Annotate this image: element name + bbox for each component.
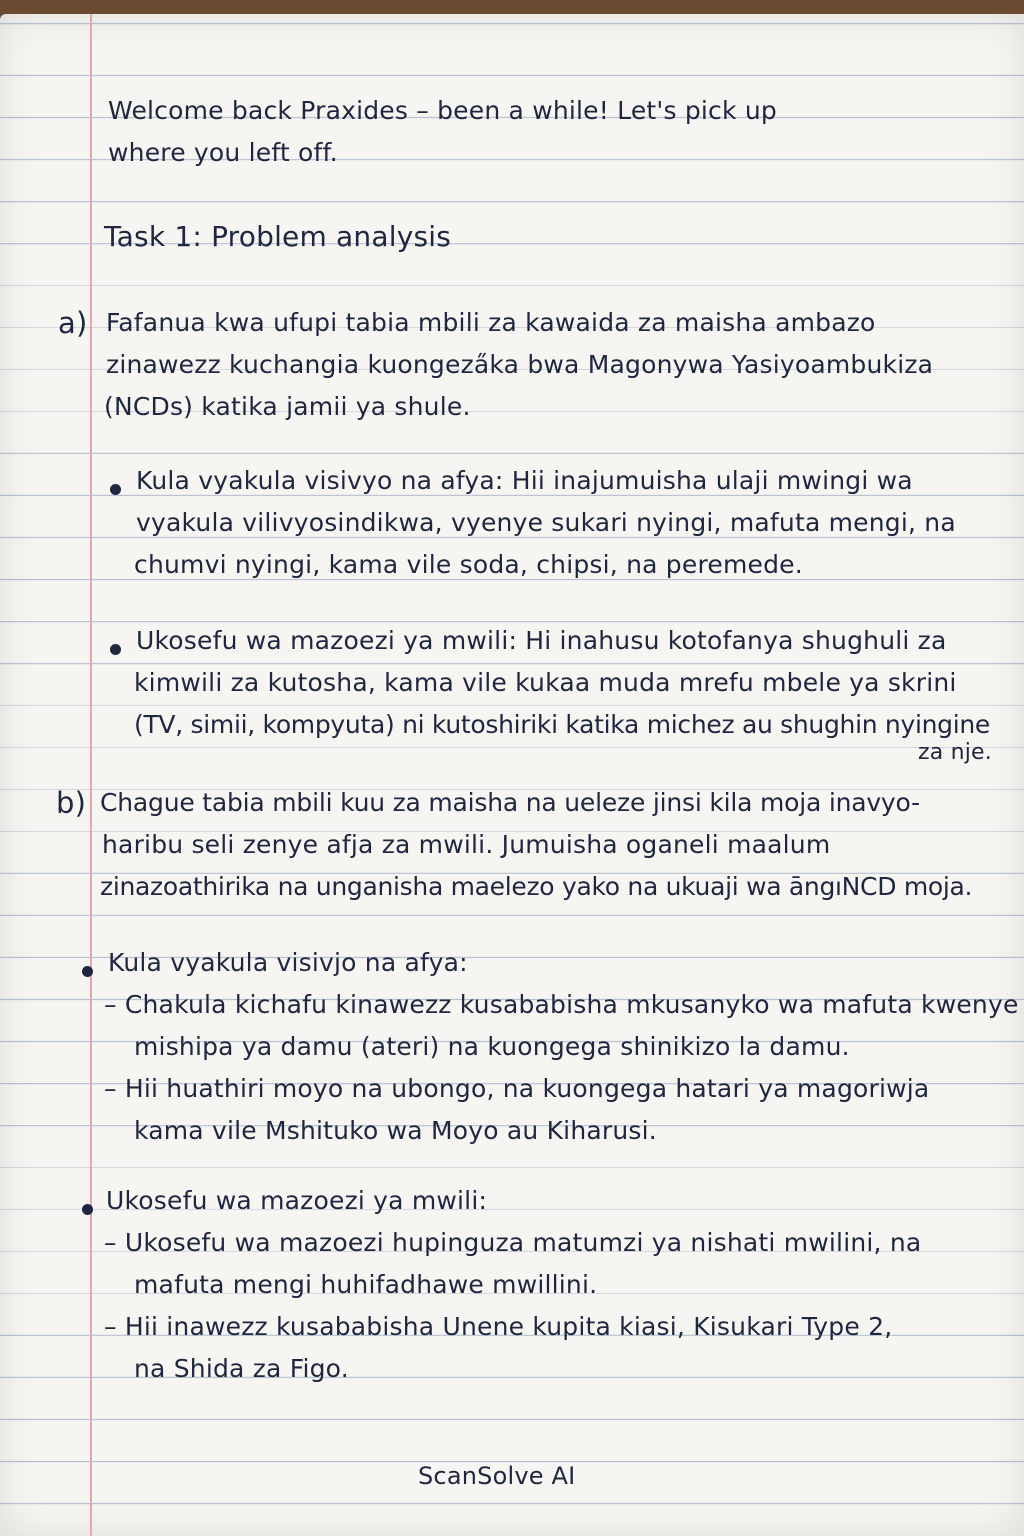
part-a-question-line-3: (NCDs) katika jamii ya shule. (104, 392, 471, 421)
margin-line (90, 14, 92, 1536)
part-a-bullet-2-line-4: za nje. (917, 740, 992, 765)
part-a-bullet-2-line-2: kimwili za kutosha, kama vile kukaa muda mrefu mbele ya skrini (134, 668, 957, 697)
part-a-question-line-2: zinawezz kuchangia kuongeza̋ka bwa Magonywa Yasiyoambukiza (106, 350, 934, 379)
part-b-group-1-item-1-line-2: mishipa ya damu (ateri) na kuongega shinikizo la damu. (134, 1032, 850, 1061)
part-a-bullet-1-line-2: vyakula vilivyosindikwa, vyenye sukari nyingi, mafuta mengi, na (136, 508, 956, 537)
part-b-group-2-item-2-line-2: na Shida za Figo. (134, 1354, 349, 1383)
part-b-question-line-1: Chague tabia mbili kuu za maisha na ueleze jinsi kila moja inavyo- (100, 788, 920, 817)
part-b-group-1-item-2-line-1: – Hii huathiri moyo na ubongo, na kuongega hatari ya magoriwja (104, 1074, 930, 1103)
task-title: Task 1: Problem analysis (104, 220, 452, 253)
part-b-question-line-2: haribu seli zenye afja za mwili. Jumuisha oganeli maalum (102, 830, 831, 859)
part-a-marker: a) (58, 306, 88, 340)
part-a-bullet-1-line-3: chumvi nyingi, kama vile soda, chipsi, na peremede. (134, 550, 803, 579)
part-a-question-line-1: Fafanua kwa ufupi tabia mbili za kawaida za maisha ambazo (106, 308, 876, 337)
bullet-dot (82, 1204, 93, 1215)
bullet-dot (82, 966, 93, 977)
part-b-group-1-heading: Kula vyakula visivjo na afya: (108, 948, 468, 977)
part-b-group-2-heading: Ukosefu wa mazoezi ya mwili: (106, 1186, 488, 1215)
part-b-group-2-item-1-line-2: mafuta mengi huhifadhawe mwillini. (134, 1270, 598, 1299)
part-b-group-1-item-1-line-1: – Chakula kichafu kinawezz kusababisha mkusanyko wa mafuta kwenye (104, 990, 1019, 1019)
part-b-question-line-3: zinazoathirika na unganisha maelezo yako na ukuaji wa āngıNCD moja. (100, 872, 973, 901)
bullet-dot (110, 644, 121, 655)
part-a-bullet-2-line-3: (TV, simii, kompyuta) ni kutoshiriki katika michez au shughin nyingine (134, 710, 990, 739)
part-b-marker: b) (56, 786, 87, 820)
footer-brand: ScanSolve AI (418, 1462, 576, 1490)
greeting-line-1: Welcome back Praxides – been a while! Let's pick up (108, 96, 777, 125)
part-b-group-2-item-1-line-1: – Ukosefu wa mazoezi hupinguza matumzi ya nishati mwilini, na (104, 1228, 922, 1257)
notebook-page (0, 14, 1024, 1536)
part-a-bullet-1-line-1: Kula vyakula visivyo na afya: Hii inajumuisha ulaji mwingi wa (136, 466, 913, 495)
part-a-bullet-2-line-1: Ukosefu wa mazoezi ya mwili: Hi inahusu kotofanya shughuli za (136, 626, 947, 655)
part-b-group-2-item-2-line-1: – Hii inawezz kusababisha Unene kupita kiasi, Kisukari Type 2, (104, 1312, 893, 1341)
bullet-dot (110, 484, 121, 495)
greeting-line-2: where you left off. (108, 138, 338, 167)
part-b-group-1-item-2-line-2: kama vile Mshituko wa Moyo au Kiharusi. (134, 1116, 657, 1145)
